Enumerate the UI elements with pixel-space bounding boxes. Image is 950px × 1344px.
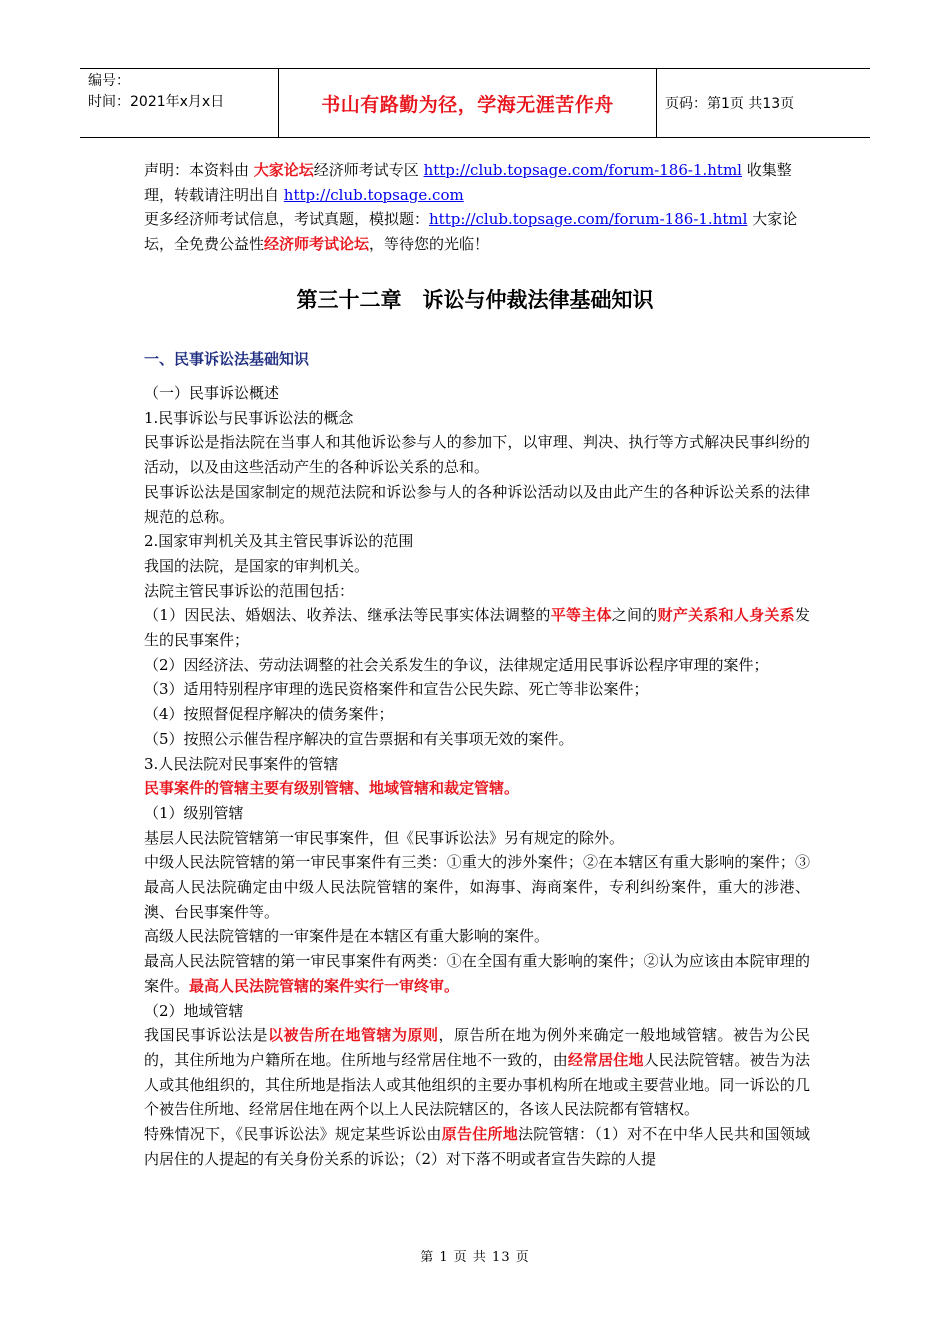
paragraph: 中级人民法院管辖的第一审民事案件有三类：①重大的涉外案件；②在本辖区有重大影响的案件；③最高人民法院确定由中级人民法院管辖的案件，如海事、海商案件，专利纠纷案件，重大的涉港、澳、台民事案件等。 bbox=[144, 853, 810, 921]
highlight: 平等主体 bbox=[550, 606, 612, 625]
paragraph bbox=[144, 949, 810, 998]
highlight: 最高人民法院管辖的案件实行一审终审。 bbox=[189, 976, 460, 995]
paragraph: 我国的法院，是国家的审判机关。 bbox=[144, 556, 370, 575]
paragraph: （一）民事诉讼概述 bbox=[144, 384, 280, 402]
club-link[interactable]: http://club.topsage.com bbox=[283, 185, 464, 204]
time-label: 时间：2021年x月x日 bbox=[88, 94, 225, 110]
paragraph: 高级人民法院管辖的一审案件是在本辖区有重大影响的案件。 bbox=[144, 927, 550, 946]
text-run: 法院管辖：（1）对不在中华人民共和国领域内居住的人提起的有关身份关系的诉讼；（2）对下落不明或者宣告失踪的人提 bbox=[144, 1125, 810, 1168]
notice-text: 更多经济师考试信息，考试真题，模拟题： bbox=[144, 210, 430, 229]
highlight: 经常居住地 bbox=[567, 1050, 644, 1069]
text-run: 之间的 bbox=[611, 606, 658, 625]
forum-link[interactable]: http://club.topsage.com/forum-186-1.html bbox=[429, 210, 748, 229]
notice-text: ，等待您的光临！ bbox=[369, 234, 490, 253]
notice-line-2 bbox=[144, 207, 810, 256]
page-header bbox=[80, 68, 870, 138]
notice-text: 经济师考试专区 bbox=[313, 161, 424, 179]
paragraph: 民事诉讼是指法院在当事人和其他诉讼参与人的参加下，以审理、判决、执行等方式解决民事纠纷的活动，以及由这些活动产生的各种诉讼关系的总和。 bbox=[144, 433, 810, 477]
forum-name: 经济师考试论坛 bbox=[264, 234, 370, 253]
paragraph: （5）按照公示催告程序解决的宣告票据和有关事项无效的案件。 bbox=[144, 729, 574, 748]
section-title: 一、民事诉讼法基础知识 bbox=[144, 350, 310, 368]
paragraph: 基层人民法院管辖第一审民事案件，但《民事诉讼法》另有规定的除外。 bbox=[144, 828, 625, 847]
paragraph bbox=[144, 1023, 810, 1122]
header-meta bbox=[80, 69, 279, 137]
paragraph: （2）地域管辖 bbox=[144, 1001, 244, 1020]
paragraph: 民事诉讼法是国家制定的规范法院和诉讼参与人的各种诉讼活动以及由此产生的各种诉讼关系的法律规范的总称。 bbox=[144, 482, 810, 526]
text-run: 我国民事诉讼法是 bbox=[144, 1026, 268, 1045]
paragraph: 1.民事诉讼与民事诉讼法的概念 bbox=[144, 408, 354, 427]
notice-text: 收集整理，转载请注明出自 bbox=[144, 161, 792, 204]
chapter-title: 第三十二章 诉讼与仲裁法律基础知识 bbox=[296, 288, 654, 312]
site-name: 大家论坛 bbox=[253, 161, 314, 179]
notice-text: 大家论坛，全免费公益性 bbox=[144, 210, 798, 253]
paragraph: （4）按照督促程序解决的债务案件； bbox=[144, 705, 394, 724]
paragraph bbox=[144, 603, 810, 652]
paragraph: （3）适用特别程序审理的选民资格案件和宣告公民失踪、死亡等非讼案件； bbox=[144, 680, 649, 699]
highlight-paragraph: 民事案件的管辖主要有级别管辖、地域管辖和裁定管辖。 bbox=[144, 779, 520, 798]
highlight: 原告住所地 bbox=[441, 1125, 519, 1144]
body-text bbox=[144, 381, 810, 1172]
text-run: ，原告所在地为例外来确定一般地域管辖。被告为公民的，其住所地为户籍所在地。住所地与经常居住地不一致的，由 bbox=[144, 1026, 810, 1069]
header-page-info: 页码：第1页 共13页 bbox=[665, 96, 795, 112]
highlight: 财产关系和人身关系 bbox=[657, 606, 795, 625]
highlight: 以被告所在地管辖为原则 bbox=[268, 1026, 439, 1045]
forum-link[interactable]: http://club.topsage.com/forum-186-1.html bbox=[423, 161, 742, 179]
notice-block bbox=[144, 158, 810, 256]
page-footer: 第 1 页 共 13 页 bbox=[420, 1250, 530, 1265]
paragraph: （2）因经济法、劳动法调整的社会关系发生的争议，法律规定适用民事诉讼程序审理的案件； bbox=[144, 655, 769, 674]
text-run: 发生的民事案件； bbox=[144, 606, 810, 650]
text-run: 最高人民法院管辖的第一审民事案件有两类：①在全国有重大影响的案件；②认为应该由本院审理的案件。 bbox=[144, 952, 810, 995]
header-motto: 书山有路勤为径，学海无涯苦作舟 bbox=[279, 69, 657, 137]
paragraph: 3.人民法院对民事案件的管辖 bbox=[144, 754, 339, 773]
paragraph: 法院主管民事诉讼的范围包括： bbox=[144, 581, 355, 600]
text-run: 特殊情况下，《民事诉讼法》规定某些诉讼由 bbox=[144, 1125, 442, 1144]
paragraph: 2.国家审判机关及其主管民事诉讼的范围 bbox=[144, 532, 414, 551]
paragraph bbox=[144, 1122, 810, 1171]
notice-line-1 bbox=[144, 158, 810, 207]
code-label: 编号： bbox=[88, 73, 130, 89]
paragraph: （1）级别管辖 bbox=[144, 803, 244, 822]
text-run: 人民法院管辖。被告为法人或其他组织的，其住所地是指法人或其他组织的主要办事机构所在地或主要营业地。同一诉讼的几个被告住所地、经常居住地在两个以上人民法院辖区的，各该人民法院都有管辖权。 bbox=[144, 1050, 810, 1119]
notice-text: 声明：本资料由 bbox=[144, 161, 254, 179]
text-run: （1）因民法、婚姻法、收养法、继承法等民事实体法调整的 bbox=[144, 606, 551, 625]
